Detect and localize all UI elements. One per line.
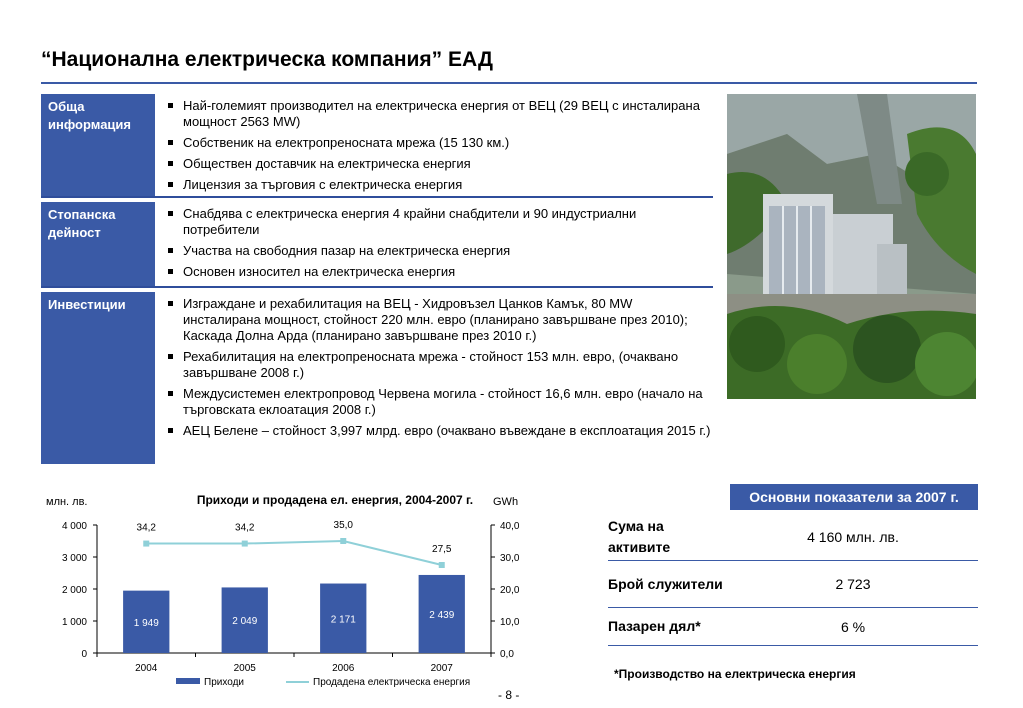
kpi-label: Брой служители [608, 575, 723, 592]
company-info-table [41, 94, 713, 468]
x-tick-label: 2004 [135, 663, 158, 674]
legend-revenue-label: Приходи [204, 677, 244, 688]
energy-point-label: 34,2 [136, 522, 156, 534]
revenue-bar-label: 2 171 [330, 614, 356, 626]
page-number: - 8 - [498, 688, 520, 702]
info-bullet: Изграждане и рехабилитация на ВЕЦ - Хидровъзел Цанков Камък, 80 MW инсталирана мощност, стойност 220 млн. евро (планирано завършване през 2010); Каскада Долна Арда (планирано завършване през 2010 г.) [167, 296, 713, 344]
title-divider [41, 82, 977, 84]
legend-revenue-swatch [176, 678, 200, 684]
info-row-investments [41, 292, 713, 464]
chart-canvas [41, 485, 541, 700]
kpi-label: Сума на активите [608, 517, 671, 555]
y-tick-label: 0 [81, 649, 87, 660]
energy-point-label: 27,5 [432, 544, 452, 555]
info-header: Стопанска дейност [41, 202, 155, 286]
info-bullet: Междусистемен електропровод Червена могила - стойност 16,6 млн. евро (начало на търговската еклоатация 2008 г.) [167, 386, 713, 418]
x-tick-label: 2007 [430, 663, 453, 674]
y-tick-label: 1 000 [61, 617, 87, 628]
revenue-bar-label: 2 439 [429, 609, 455, 621]
kpi-value: 2 723 [835, 576, 871, 592]
y2-tick-label: 20,0 [500, 585, 520, 596]
kpi-value: 4 160 млн. лв. [807, 528, 899, 545]
info-bullet: Рехабилитация на електропреносната мрежа - стойност 153 млн. евро, (очаквано завършване 2008 г.) [167, 349, 713, 381]
legend-energy-label: Продадена електрическа енергия [313, 677, 471, 688]
y-tick-label: 4 000 [61, 521, 87, 532]
kpi-value: 6 % [840, 618, 866, 635]
x-tick-label: 2006 [332, 663, 355, 674]
info-header: Обща информация [41, 94, 155, 196]
kpi-row [608, 561, 978, 608]
info-row-business [41, 202, 713, 288]
y2-tick-label: 10,0 [500, 617, 520, 628]
y-tick-label: 3 000 [61, 553, 87, 564]
info-bullet: Обществен доставчик на електрическа енергия [167, 156, 713, 172]
info-bullet: Участва на свободния пазар на електрическа енергия [167, 243, 713, 259]
energy-point [143, 541, 149, 547]
y2-tick-label: 40,0 [500, 521, 520, 532]
info-bullet: Снабдява с електрическа енергия 4 крайни снабдители и 90 индустриални потребители [167, 206, 713, 238]
kpi-header: Основни показатели за 2007 г. [730, 484, 978, 510]
info-bullet: Основен износител на електрическа енергия [167, 264, 713, 280]
energy-point [439, 562, 445, 568]
energy-point-label: 35,0 [333, 520, 353, 531]
hydro-plant-photo [727, 94, 976, 399]
info-bullet: Лицензия за търговия с електрическа енергия [167, 177, 713, 193]
energy-line [146, 541, 442, 565]
energy-point [242, 541, 248, 547]
y2-tick-label: 0,0 [500, 649, 514, 660]
page-title: “Национална електрическа компания” ЕАД [41, 48, 493, 71]
kpi-row [608, 513, 978, 561]
energy-point-label: 34,2 [235, 522, 255, 534]
revenue-energy-chart [41, 485, 541, 700]
energy-point [340, 538, 346, 544]
revenue-bar-label: 2 049 [232, 616, 258, 628]
chart-title: Приходи и продадена ел. енергия, 2004-2007 г. [196, 493, 474, 507]
x-tick-label: 2005 [233, 663, 256, 674]
info-bullet: Най-големият производител на електрическа енергия от ВЕЦ (29 ВЕЦ с инсталирана мощност 2563 MW) [167, 98, 713, 130]
revenue-bar-label: 1 949 [133, 617, 159, 629]
info-row-general [41, 94, 713, 198]
info-header: Инвестиции [41, 292, 155, 464]
y-tick-label: 2 000 [61, 585, 87, 596]
info-bullet: АЕЦ Белене – стойност 3,997 млрд. евро (очаквано въвеждане в експлоатация 2015 г.) [167, 423, 713, 439]
info-bullet: Собственик на електропреносната мрежа (15 130 км.) [167, 135, 713, 151]
y2-tick-label: 30,0 [500, 553, 520, 564]
footnote: *Производство на електрическа енергия [614, 667, 856, 681]
kpi-row [608, 608, 978, 646]
y-axis-label: млн. лв. [46, 496, 88, 508]
y2-axis-label: GWh [493, 496, 519, 508]
kpi-label: Пазарен дял* [608, 618, 701, 634]
